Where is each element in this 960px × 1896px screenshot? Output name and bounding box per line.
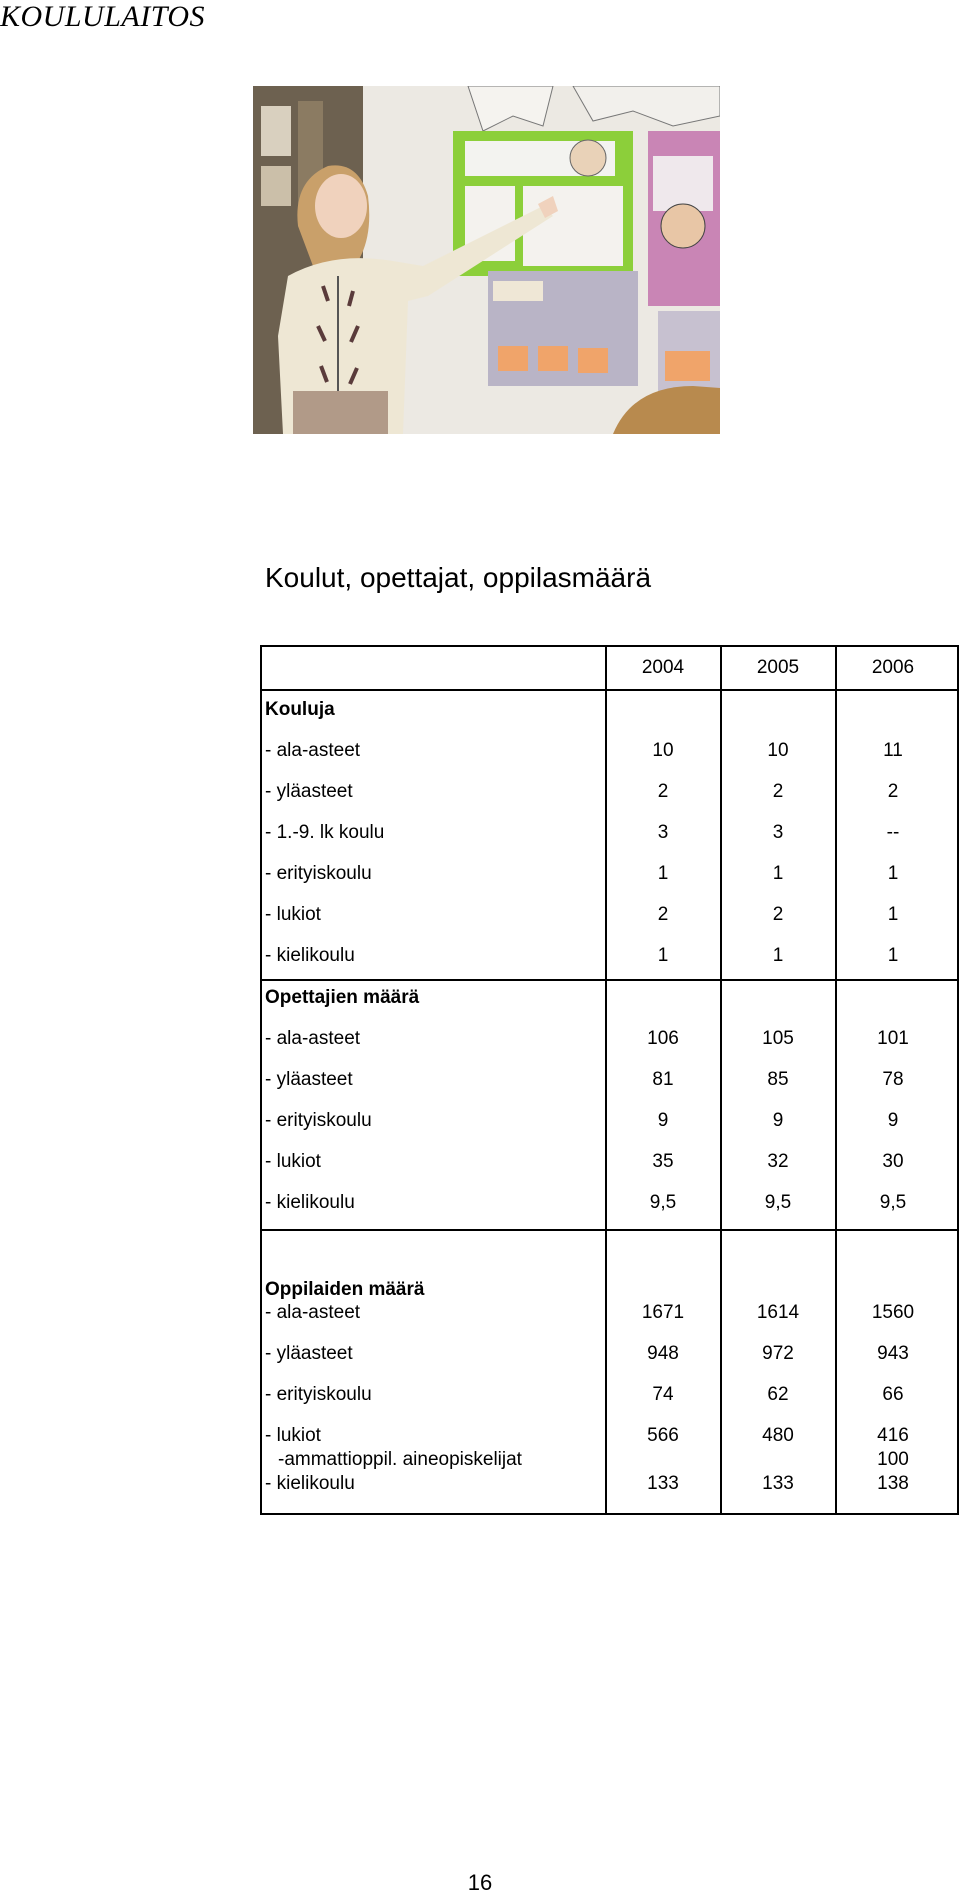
row-label: - yläasteet — [265, 1343, 353, 1364]
section-title: Koulut, opettajat, oppilasmäärä — [265, 562, 652, 593]
cell-value: 62 — [767, 1384, 789, 1405]
year-header: 2004 — [641, 657, 685, 678]
cell-value: 948 — [647, 1343, 679, 1364]
cell-value: 1 — [657, 945, 669, 966]
row-label: - yläasteet — [265, 1069, 353, 1090]
cell-value: 101 — [877, 1028, 909, 1049]
page-number: 16 — [467, 1870, 493, 1895]
cell-value: 133 — [647, 1473, 679, 1494]
row-label: - kielikoulu — [265, 945, 355, 966]
school-statistics-table — [260, 645, 959, 1515]
row-label: - ala-asteet — [265, 740, 361, 761]
cell-value: 972 — [762, 1343, 794, 1364]
section-divider-teachers — [262, 979, 957, 981]
cell-value: 66 — [882, 1384, 904, 1405]
row-label: - erityiskoulu — [265, 1110, 372, 1131]
row-label: - lukiot — [265, 1425, 321, 1446]
cell-value: 3 — [657, 822, 669, 843]
cell-value: 138 — [877, 1473, 909, 1494]
cell-value: 2 — [657, 904, 669, 925]
cell-value: 85 — [767, 1069, 789, 1090]
cell-value: -- — [886, 822, 900, 843]
cell-value: 74 — [652, 1384, 674, 1405]
cell-value: 9 — [772, 1110, 784, 1131]
pupils-heading: Oppilaiden määrä — [265, 1279, 425, 1300]
cell-value: 35 — [652, 1151, 674, 1172]
row-label: - lukiot — [265, 1151, 321, 1172]
section-divider-pupils — [262, 1229, 957, 1231]
year-header: 2005 — [756, 657, 800, 678]
cell-value: 10 — [767, 740, 789, 761]
cell-value: 81 — [652, 1069, 674, 1090]
row-label: - kielikoulu — [265, 1473, 355, 1494]
cell-value: 10 — [652, 740, 674, 761]
cell-value: 1 — [887, 904, 899, 925]
cell-value: 9,5 — [764, 1192, 792, 1213]
document-header: KOULULAITOS — [0, 0, 205, 33]
row-label: - ala-asteet — [265, 1302, 361, 1323]
cell-value: 1 — [772, 863, 784, 884]
cell-value: 1 — [772, 945, 784, 966]
cell-value: 2 — [887, 781, 899, 802]
cell-value: 3 — [772, 822, 784, 843]
year-header: 2006 — [871, 657, 915, 678]
cell-value: 1614 — [756, 1302, 800, 1323]
cell-value: 1671 — [641, 1302, 685, 1323]
row-label: - erityiskoulu — [265, 1384, 372, 1405]
cell-value: 133 — [762, 1473, 794, 1494]
cell-value: 9 — [887, 1110, 899, 1131]
cell-value: 32 — [767, 1151, 789, 1172]
cell-value: 2 — [772, 781, 784, 802]
cell-value: 9,5 — [649, 1192, 677, 1213]
cell-value: 11 — [883, 740, 903, 761]
row-label: - erityiskoulu — [265, 863, 372, 884]
cell-value: 2 — [772, 904, 784, 925]
cell-value: 416 — [877, 1425, 909, 1446]
row-label: - kielikoulu — [265, 1192, 355, 1213]
teachers-heading: Opettajien määrä — [265, 987, 420, 1008]
cell-value: 78 — [882, 1069, 904, 1090]
cell-value: 1 — [887, 945, 899, 966]
row-label: - lukiot — [265, 904, 321, 925]
cell-value: 1 — [657, 863, 669, 884]
cell-value: 105 — [762, 1028, 794, 1049]
cell-value: 100 — [877, 1449, 909, 1470]
row-label: - 1.-9. lk koulu — [265, 822, 385, 843]
header-divider — [262, 689, 957, 691]
cell-value: 30 — [882, 1151, 904, 1172]
classroom-photo — [253, 86, 720, 434]
cell-value: 943 — [877, 1343, 909, 1364]
cell-value: 1560 — [871, 1302, 915, 1323]
row-label: -ammattioppil. aineopiskelijat — [278, 1449, 522, 1470]
schools-heading: Kouluja — [265, 699, 335, 720]
cell-value: 1 — [887, 863, 899, 884]
cell-value: 106 — [647, 1028, 679, 1049]
cell-value: 480 — [762, 1425, 794, 1446]
cell-value: 566 — [647, 1425, 679, 1446]
row-label: - ala-asteet — [265, 1028, 361, 1049]
cell-value: 9 — [657, 1110, 669, 1131]
row-label: - yläasteet — [265, 781, 353, 802]
cell-value: 9,5 — [879, 1192, 907, 1213]
cell-value: 2 — [657, 781, 669, 802]
